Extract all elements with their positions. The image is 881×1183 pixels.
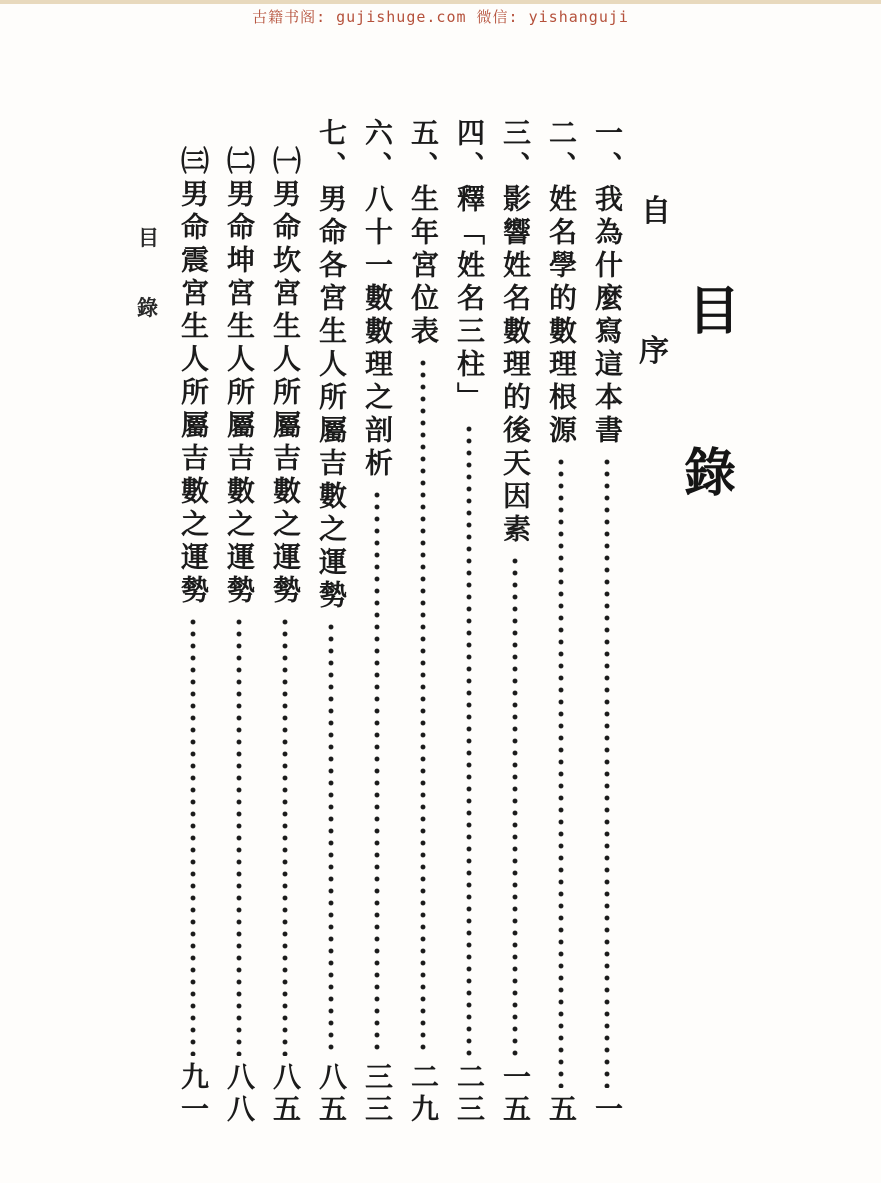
toc-entry-page: 二九 — [407, 1062, 440, 1126]
dot-leader — [554, 456, 568, 1088]
toc-entry-title: 五、生年宮位表 — [407, 118, 440, 349]
toc-entry — [354, 118, 400, 1128]
toc-entry-title: 三、影響姓名數理的後天因素 — [499, 118, 532, 547]
toc-entry — [538, 118, 584, 1128]
watermark-top-strip — [0, 0, 881, 4]
preface-label-char-xu: 序 — [639, 334, 669, 369]
table-of-contents — [170, 118, 630, 1128]
toc-entry-title: 七、男命各宮生人所屬吉數之運勢 — [315, 118, 348, 613]
toc-entry-title: 四、釋「姓名三柱」 — [453, 118, 486, 415]
main-title-char-lu: 錄 — [684, 443, 737, 504]
toc-entry-page: 八八 — [223, 1062, 256, 1126]
toc-entry — [400, 118, 446, 1128]
dot-leader — [232, 616, 246, 1056]
dot-leader — [600, 456, 614, 1088]
dot-leader — [186, 616, 200, 1056]
toc-entry-page: 一五 — [499, 1062, 532, 1126]
dot-leader — [508, 555, 522, 1056]
main-title-char-mu: 目 — [688, 281, 741, 342]
toc-subentry — [262, 118, 308, 1128]
dot-leader — [370, 489, 384, 1056]
toc-entry-title: 一、我為什麼寫這本書 — [591, 118, 624, 448]
toc-entry-page: 八五 — [269, 1062, 302, 1126]
toc-entry-page: 五 — [545, 1094, 578, 1126]
toc-entry-title: ㈠男命坎宮生人所屬吉數之運勢 — [269, 146, 302, 608]
preface-label-char-zi: 自 — [641, 194, 671, 229]
toc-subentry — [216, 118, 262, 1128]
toc-entry — [446, 118, 492, 1128]
toc-entry — [584, 118, 630, 1128]
toc-entry — [308, 118, 354, 1128]
dot-leader — [462, 423, 476, 1056]
toc-entry-page: 一 — [591, 1094, 624, 1126]
site-watermark-text: 古籍书阁: gujishuge.com 微信: yishanguji — [252, 8, 629, 26]
toc-entry — [492, 118, 538, 1128]
toc-entry-title: ㈡男命坤宮生人所屬吉數之運勢 — [223, 146, 256, 608]
toc-entry-page: 二三 — [453, 1062, 486, 1126]
toc-entry-title: ㈢男命震宮生人所屬吉數之運勢 — [177, 146, 210, 608]
dot-leader — [278, 616, 292, 1056]
toc-subentry — [170, 118, 216, 1128]
toc-entry-title: 六、八十一數數理之剖析 — [361, 118, 394, 481]
toc-entry-title: 二、姓名學的數理根源 — [545, 118, 578, 448]
dot-leader — [324, 621, 338, 1056]
toc-entry-page: 三三 — [361, 1062, 394, 1126]
margin-label-char-lu: 錄 — [137, 295, 158, 320]
toc-entry-page: 八五 — [315, 1062, 348, 1126]
dot-leader — [416, 357, 430, 1056]
margin-label-char-mu: 目 — [138, 225, 159, 250]
toc-entry-page: 九一 — [177, 1062, 210, 1126]
